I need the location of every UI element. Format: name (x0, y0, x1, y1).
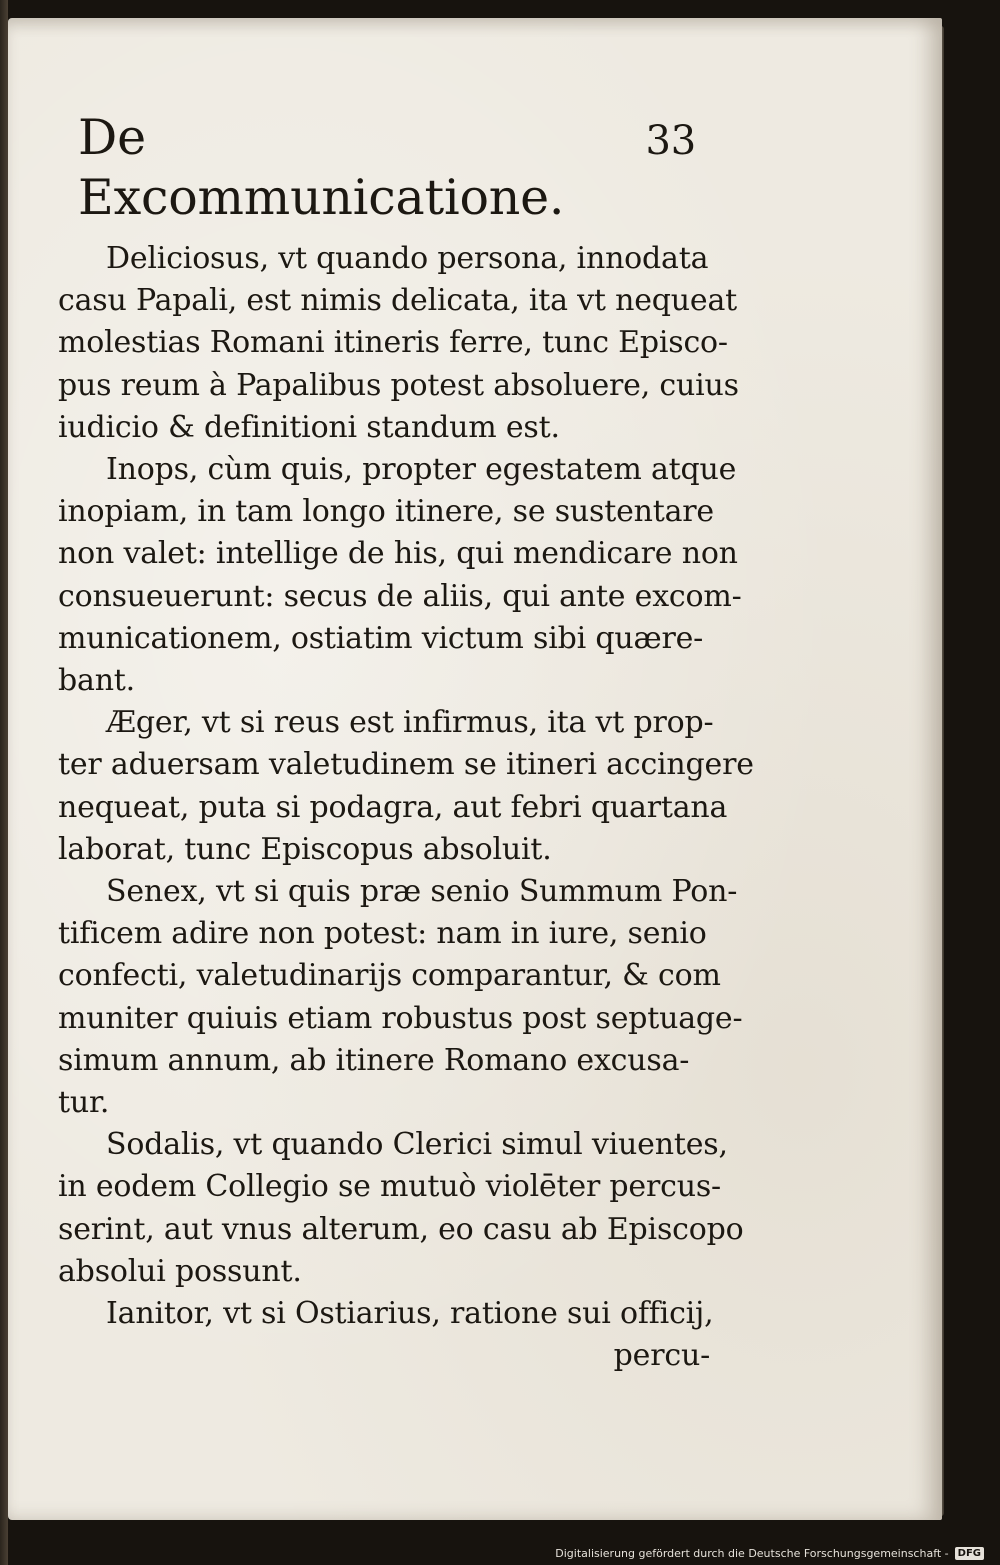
digitization-footer (0, 1541, 1000, 1565)
text-line: consueuerunt: secus de aliis, qui ante excom- (58, 578, 742, 614)
text-block (58, 108, 754, 1377)
page-number: 33 (645, 118, 696, 164)
paragraph-senex (58, 871, 743, 1124)
text-line: non valet: intellige de his, qui mendicare non (58, 536, 738, 572)
paragraph-ianitor (58, 1293, 714, 1335)
text-line: tur. (58, 1085, 110, 1121)
text-line: muniter quiuis etiam robustus post septuage- (58, 1000, 743, 1036)
dfg-logo-icon: DFG (955, 1547, 984, 1560)
text-line: ter aduersam valetudinem se itineri accingere (58, 747, 754, 783)
text-line: absolui possunt. (58, 1253, 302, 1289)
text-line: Senex, vt si quis præ senio Summum Pon- (106, 874, 738, 910)
catchword: percu- (613, 1338, 710, 1374)
paragraph-aeger (58, 702, 754, 871)
paragraph-inops (58, 449, 742, 702)
text-line: Deliciosus, vt quando persona, innodata (106, 241, 709, 276)
text-line: casu Papali, est nimis delicata, ita vt nequeat (58, 283, 738, 319)
text-line: laborat, tunc Episcopus absoluit. (58, 831, 552, 867)
text-line: Sodalis, vt quando Clerici simul viuentes, (106, 1127, 728, 1163)
text-line: confecti, valetudinarijs comparantur, & com (58, 958, 721, 994)
text-line: tificem adire non potest: nam in iure, senio (58, 916, 707, 952)
text-line: iudicio & definitioni standum est. (58, 409, 560, 445)
book-spine-edge (0, 0, 8, 1565)
text-line: molestias Romani itineris ferre, tunc Episco- (58, 325, 728, 361)
text-line: serint, aut vnus alterum, eo casu ab Episcopo (58, 1211, 744, 1247)
text-line: Inops, cùm quis, propter egestatem atque (106, 452, 737, 488)
text-line: inopiam, in tam longo itinere, se sustentare (58, 494, 714, 530)
paragraph-deliciosus (58, 238, 739, 449)
text-line: in eodem Collegio se mutuò violēter percus- (58, 1169, 721, 1205)
running-head (78, 108, 696, 228)
text-line: municationem, ostiatim victum sibi quære- (58, 620, 704, 656)
text-line: Ianitor, vt si Ostiarius, ratione sui officij, (106, 1296, 714, 1332)
text-line: nequeat, puta si podagra, aut febri quartana (58, 789, 728, 825)
paragraph-sodalis (58, 1124, 744, 1293)
text-line: bant. (58, 663, 136, 699)
footer-credit: Digitalisierung gefördert durch die Deutsche Forschungsgemeinschaft - (555, 1546, 949, 1560)
text-line: simum annum, ab itinere Romano excusa- (58, 1042, 690, 1078)
running-head-title: De Excommunicatione. (78, 109, 565, 226)
text-line: Æger, vt si reus est infirmus, ita vt prop- (106, 705, 714, 741)
text-line: pus reum à Papalibus potest absoluere, cuius (58, 367, 739, 403)
